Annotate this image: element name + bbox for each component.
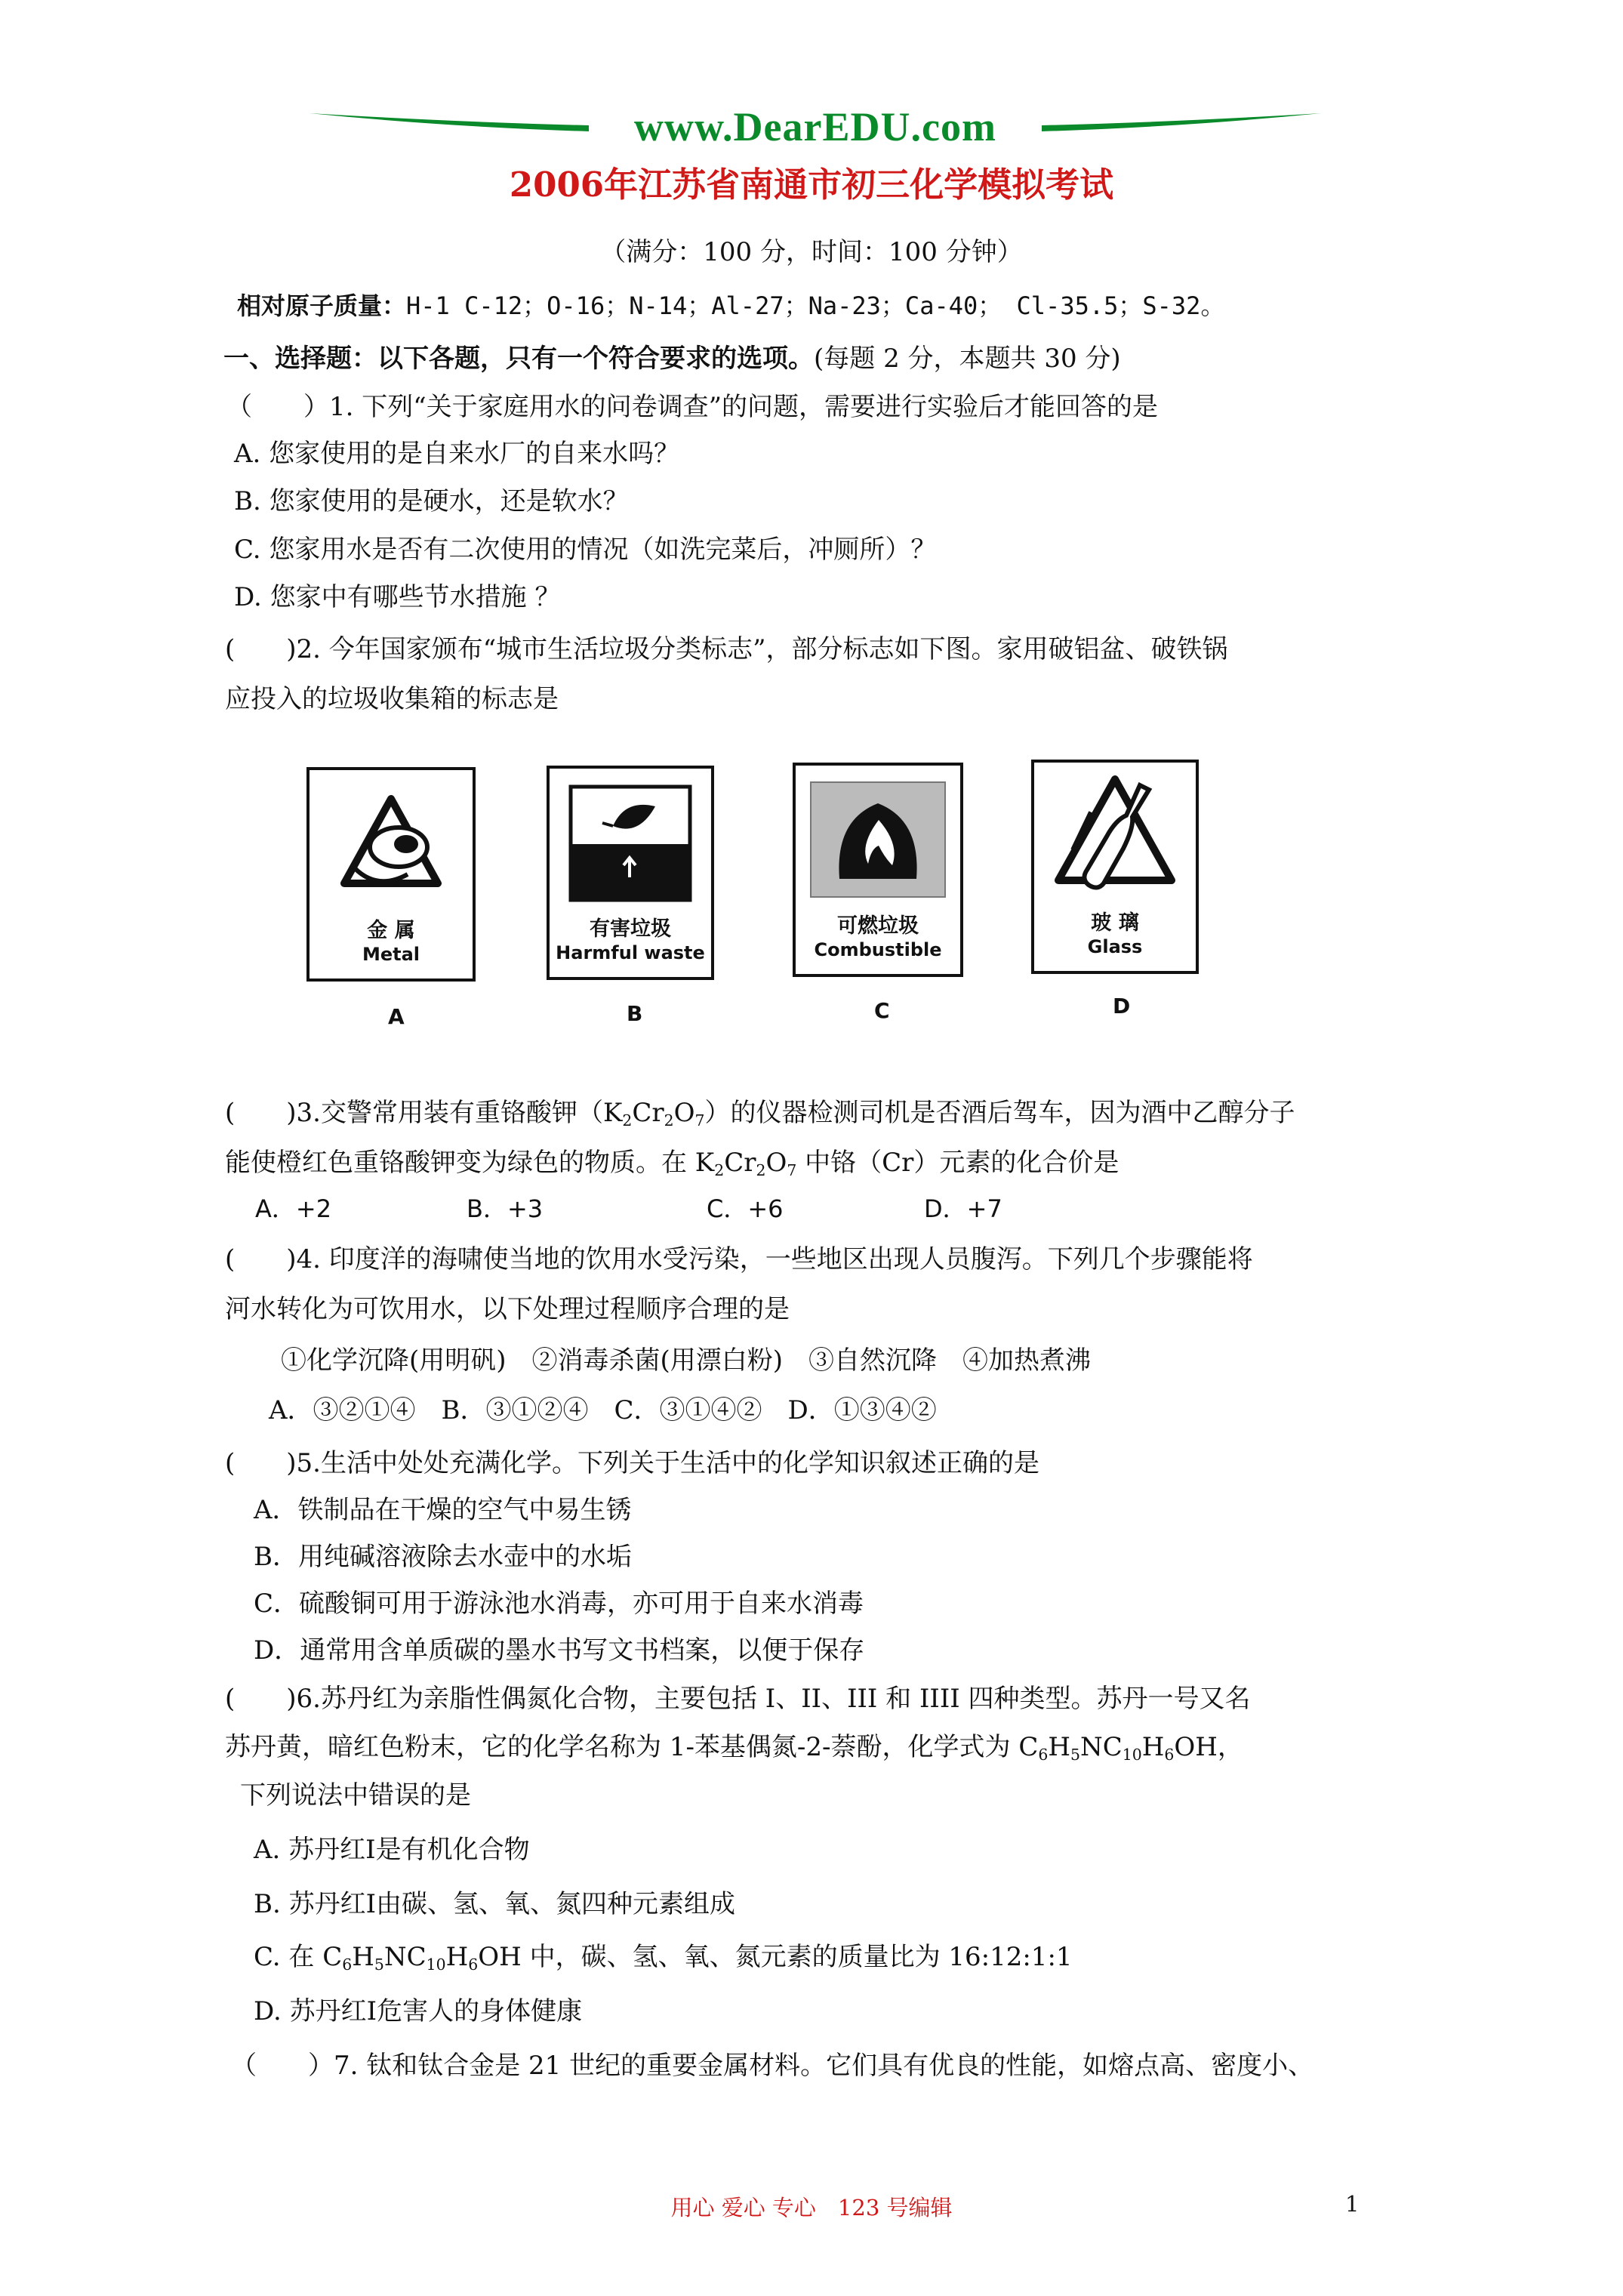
q3-option-a: A．+2 [255,1194,332,1223]
atomic-masses [237,287,1224,322]
q6-text: 苏丹黄，暗红色粉末，它的化学名称为 1-苯基偶氮-2-萘酚，化学式为 C [225,1732,1039,1762]
atomic-masses-label: 相对原子质量： [237,291,407,320]
q6-option-d: D. 苏丹红Ⅰ危害人的身体健康 [254,1996,583,2026]
q3-text: O [673,1098,695,1128]
q5-option-c: C．硫酸铜可用于游泳池水消毒，亦可用于自来水消毒 [254,1589,864,1619]
q6-text: H [1141,1732,1165,1762]
q3-sub: 2 [622,1111,633,1130]
page-footer: 用心 爱心 专心 123 号编辑 [670,2195,953,2220]
harmful-waste-icon [550,776,711,912]
q6-stem-line1: ( )6.苏丹红为亲脂性偶氮化合物，主要包括 I、II、III 和 IIII 四种类型。苏丹一号又名 [225,1684,1251,1714]
sign-harmful-en: Harmful waste [556,942,705,963]
q3-text: ( )3.交警常用装有重铬酸钾（K [225,1098,623,1128]
q3-option-c: C．+6 [707,1194,784,1223]
q3-sub: 2 [664,1111,674,1130]
sign-glass-en: Glass [1087,936,1143,957]
sign-letter-a: A [388,1004,405,1029]
site-banner [310,97,1321,157]
q3-stem-line1 [225,1092,1295,1130]
q6-text: C. 在 C [254,1942,343,1972]
flame-icon [796,773,960,909]
q5-option-d: D．通常用含单质碳的墨水书写文书档案，以便于保存 [254,1635,865,1666]
q6-text: H [352,1942,374,1972]
q3-text: 中铬（Cr）元素的化合价是 [796,1148,1119,1178]
q3-stem-line2 [225,1142,1119,1179]
q3-sub: 7 [694,1111,705,1130]
page-number: 1 [1345,2191,1360,2217]
q6-text: NC [1079,1732,1123,1762]
q1-option-d: D. 您家中有哪些节水措施 ？ [234,582,561,612]
sign-metal [306,767,476,982]
q3-text: ）的仪器检测司机是否酒后驾车，因为酒中乙醇分子 [704,1098,1295,1128]
q6-sub: 5 [1070,1746,1080,1764]
page-title: 2006年江苏省南通市初三化学模拟考试 [509,165,1114,205]
q3-sub: 2 [756,1161,766,1180]
q3-text: 能使橙红色重铬酸钾变为绿色的物质。在 K [225,1148,715,1178]
metal-recycle-icon [310,778,473,914]
section-heading [223,337,1121,374]
q3-sub: 2 [714,1161,725,1180]
site-url: www.DearEDU.com [634,104,996,149]
q6-option-c [254,1936,1073,1974]
q5-stem: ( )5.生活中处处充满化学。下列关于生活中的化学知识叙述正确的是 [225,1448,1039,1478]
sign-letter-c: C [874,998,890,1023]
q4-options: A．③②①④ B．③①②④ C．③①④② D．①③④② [269,1395,937,1425]
q4-stem-line2: 河水转化为可饮用水，以下处理过程顺序合理的是 [225,1294,790,1324]
q6-sub: 10 [1122,1746,1142,1764]
q6-option-a: A. 苏丹红Ⅰ是有机化合物 [254,1835,530,1865]
q3-option-d: D．+7 [924,1194,1002,1223]
q4-stem-line1: ( )4. 印度洋的海啸使当地的饮用水受污染，一些地区出现人员腹泻。下列几个步骤能将 [225,1244,1253,1274]
q1-option-a: A. 您家使用的是自来水厂的自来水吗？ [234,439,680,469]
q1-option-c: C. 您家用水是否有二次使用的情况（如洗完菜后，冲厕所）？ [234,535,937,565]
q3-text: Cr [632,1098,664,1128]
q4-steps: ①化学沉降(用明矾) ②消毒杀菌(用漂白粉) ③自然沉降 ④加热煮沸 [281,1345,1092,1376]
q6-text: H [445,1942,469,1972]
exam-info: （满分：100 分，时间：100 分钟） [600,237,1023,267]
q3-text: Cr [724,1148,756,1178]
q6-sub: 6 [342,1955,353,1974]
q6-text: H [1048,1732,1070,1762]
q6-sub: 10 [426,1955,446,1974]
sign-harmful-cn: 有害垃圾 [590,917,671,941]
sign-letter-b: B [627,1001,643,1026]
q2-stem-line1: ( )2. 今年国家颁布“城市生活垃圾分类标志”，部分标志如下图。家用破铝盆、破铁锅 [225,634,1228,664]
q6-stem-line2 [225,1726,1243,1764]
q1-stem: （ ）1. 下列“关于家庭用水的问卷调查”的问题，需要进行实验后才能回答的是 [226,392,1159,422]
sign-combustible-cn: 可燃垃圾 [837,914,919,938]
q5-option-b: B．用纯碱溶液除去水壶中的水垢 [254,1542,632,1572]
sign-combustible-en: Combustible [814,939,942,960]
section-note: (每题 2 分，本题共 30 分) [814,344,1121,374]
q6-sub: 6 [1164,1746,1175,1764]
q6-text: OH 中，碳、氢、氧、氮元素的质量比为 16:12:1:1 [478,1942,1073,1972]
q2-stem-line2: 应投入的垃圾收集箱的标志是 [225,684,559,714]
q5-option-a: A．铁制品在干燥的空气中易生锈 [254,1495,632,1525]
q6-option-b: B. 苏丹红Ⅰ由碳、氢、氧、氮四种元素组成 [254,1889,736,1919]
q6-sub: 5 [374,1955,384,1974]
sign-combustible [793,763,963,977]
sign-letter-d: D [1113,994,1131,1019]
q7-stem: （ ）7. 钛和钛合金是 21 世纪的重要金属材料。它们具有优良的性能，如熔点高、密度小、 [231,2051,1314,2081]
atomic-masses-values: H-1 C-12；O-16；N-14；Al-27；Na-23；Ca-40； Cl-35.5；S-32。 [406,291,1225,320]
q1-option-b: B. 您家使用的是硬水，还是软水？ [234,486,629,516]
sign-metal-cn: 金 属 [367,919,415,942]
q6-sub: 6 [1038,1746,1049,1764]
sign-metal-en: Metal [362,944,420,965]
q3-option-b: B．+3 [467,1194,544,1223]
q3-sub: 7 [787,1161,797,1180]
sign-glass-cn: 玻 璃 [1091,911,1139,935]
sign-harmful [547,766,714,980]
q6-text: NC [383,1942,427,1972]
q6-sub: 6 [468,1955,479,1974]
glass-bottle-icon [1034,767,1196,903]
q3-text: O [765,1148,787,1178]
sign-glass [1031,760,1199,974]
section-title: 一、选择题：以下各题，只有一个符合要求的选项。 [223,344,814,374]
q6-text: OH， [1174,1732,1243,1762]
q6-stem-line3: 下列说法中错误的是 [240,1780,471,1811]
